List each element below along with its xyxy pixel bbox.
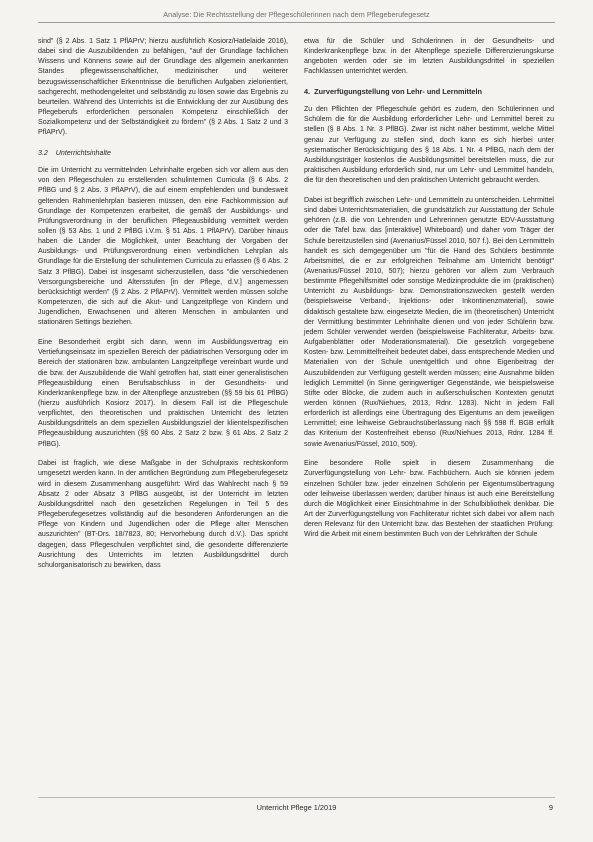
right-column	[304, 37, 554, 541]
paragraph: Zu den Pflichten der Pflegeschule gehört es zudem, den Schülerinnen und Schülern die für die Ausbildung erforderlicher Lehr- und Lernmittel bereit zu stellen (§ 8 Abs. 1 Nr. 3 PflBG). Zwar ist nicht näher bestimmt, welche Mittel genau zur Verfügung zu stellen sind, doch kann es sich hierbei unter systematischer Berücksichtigung des § 18 Abs. 1 Nr. 4 PflBG, nach dem der Ausbildungsträger kostenlos die Ausbildungsmittel bereitstellen muss, die zur praktischen Ausbildung erforderlich sind, nur um Lehr- und Lernmittel handeln, die für den theoretischen und den praktischen Unterricht gebraucht werden.	[304, 106, 554, 185]
footer-rule	[38, 797, 555, 798]
paragraph: Eine besondere Rolle spielt in diesem Zusammenhang die Zurverfügungstellung von Lehr- bzw. Fachbüchern. Auch sie können jedem einzelnen Schüler bzw. jeder einzelnen Schülerin per Eigentumsübertragung oder leihweise überlassen werden; darüber hinaus ist auch eine Bereitstellung durch die Möglichkeit einer Einsichtnahme in der Schulbibliothek denkbar. Die Art der Zurverfügungstellung von Fachliteratur richtet sich dabei vor allem nach deren Relevanz für den Unterricht bzw. das Bestehen der staatlichen Prüfung: Wird die Arbeit mit einem bestimmten Buch von der Lehrkräften der Schule	[304, 460, 554, 539]
paragraph: sind" (§ 2 Abs. 1 Satz 1 PflAPrV; hierzu ausführlich Kosiorz/Hatlelaide 2016), dabei sind die Auszubildenden zu befähigen, "auf der Grundlage fachlichen Wissens und Könnens sowie auf der Grundlage des allgemein anerkannten Standes pflegewissenschaftlicher, medizinischer und weiterer bezugswissenschaftlicher Erkenntnisse die beruflichen Aufgaben zielorientiert, sachgerecht, methodengeleitet und selbständig zu lösen sowie das Ergebnis zu beurteilen. Während des Unterrichts ist die Entwicklung der zur Ausübung des Pflegeberufs erforderlichen personalen Kompetenz einschließlich der Sozialkompetenz und der Selbständigkeit zu fördern" (§ 2 Abs. 1 Satz 2 und 3 PflAPrV).	[38, 38, 288, 137]
paragraph: Dabei ist begrifflich zwischen Lehr- und Lernmitteln zu unterscheiden. Lehrmittel sind dabei Unterrichtsmaterialien, die grundsätzlich zur Ausstattung der Schule gehören (z.B. die von Lehrenden und Lehrerinnen genutzte EDV-Ausstattung oder die Tafel bzw. das [interaktive] Whiteboard) und daher vom Träger der Schule bereitzustellen sind (Avenarius/Füssel 2010, 507 f.). Bei den Lernmitteln handelt es sich demgegenüber um "für die Hand des Schülers bestimmte Arbeitsmittel, die er zur erfolgreichen Teilnahme am Unterricht benötigt" (Avenarius/Füssel 2010, 507); hierzu gehören vor allem zum Verbrauch bestimmte Pflegehilfsmittel oder sonstige Medizinprodukte die im (praktischen) Unterricht zu Ausbildungs- bzw. Demonstrationszwecken gestellt werden (beispielsweise Verband-, Injektions- oder Inkontinenzmaterial), sowie didaktisch gestaltete bzw. eingesetzte Medien, die im (theoretischen) Unterricht der Vermittlung bestimmter Lehrinhalte dienen und von jeder Schülerin bzw. jedem Schüler verwendet werden (beispielsweise Fachliteratur, Arbeits- bzw. Aufgabenblätter oder Moderationsmaterial). Die gesetzlich vorgegebene Kosten- bzw. Lernmittelfreiheit bedeutet dabei, dass entsprechende Medien und Materialien von der Schule unentgeltlich und ohne Eigenbeitrag der Auszubildenden zur Verfügung gestellt werden müssen; eine Ausnahme bilden lediglich Lernmittel (in Sinne geringwertiger Gegenstände, wie beispielsweise Stifte oder Blöcke, die zudem auch in außerschulischen Kontexten genutzt werden können (Rux/Niehues, 2013, Rdnr. 1283). Nicht in jedem Fall erforderlich ist allerdings eine Übertragung des Eigentums an dem jeweiligen Lernmittel; eine leihweise Gebrauchsüberlassung nach §§ 598 ff. BGB erfüllt das Kriterium der Kostenfreiheit ebenso (Rux/Niehues 2013, Rdnr. 1284 ff. sowie Avenarius/Füssel, 2010, 509).	[304, 196, 554, 448]
running-header: Analyse: Die Rechtsstellung der Pflegeschülerinnen nach dem Pflegeberufegesetz	[163, 10, 430, 19]
header-rule	[38, 22, 555, 23]
paragraph: Eine Besonderheit ergibt sich dann, wenn im Ausbildungsvertrag ein Vertiefungseinsatz im speziellen Bereich der pädiatrischen Versorgung oder im Bereich der stationären bzw. ambulanten Langzeitpflege vereinbart wurde und die bzw. der Auszubildende die Wahl getroffen hat, statt einer generalistischen Pflegeausbildung einen Berufsabschluss in der Gesundheits- und Kinderkrankenpflege bzw. in der Altenpflege anzustreben (§§ 59 bis 61 PflBG) (hierzu ausführlich Kosiorz 2017). In diesem Fall ist die Pflegeschule verpflichtet, den theoretischen und praktischen Unterricht des letzten Ausbildungsdrittels an dem speziellen Ausbildungsziel der klientelspezifischen Pflegeausbildung auszurichten (§§ 60 Abs. 2 Satz 2 bzw. § 61 Abs. 2 Satz 2 PflBG).	[38, 339, 288, 448]
section-heading: 3.2 Unterrichtsinhalte	[38, 149, 111, 158]
section-heading: 4. Zurverfügungstellung von Lehr- und Lernmitteln	[304, 87, 482, 97]
journal-issue: Unterricht Pflege 1/2019	[256, 803, 337, 812]
left-column	[38, 37, 288, 571]
paragraph: Dabei ist fraglich, wie diese Maßgabe in der Schulpraxis rechtskonform umgesetzt werden kann. In der amtlichen Begründung zum Pflegeberufegesetz wird in diesem Zusammenhang ausgeführt: Wird das Wahlrecht nach § 59 Absatz 2 oder Absatz 3 PflBG ausgeübt, ist der Unterricht im letzten Ausbildungsdrittel nach den gesetzlichen Regelungen in Teil 5 des Pflegeberufegesetzes vollständig auf die besonderen Anforderungen an die Pflege von Kindern und Jugendlichen oder die Pflege alter Menschen auszurichten" (BT-Drs. 18/7823, 80; Hervorhebung durch d.V.). Das spricht dagegen, dass Pflegeschulen verpflichtet sind, die gesonderte differenzierte Ausrichtung des Unterrichts im letzten Ausbildungsdrittel durch schulorganisatorisch zu bewirken, dass	[38, 460, 288, 569]
paragraph: Die im Unterricht zu vermittelnden Lehrinhalte ergeben sich vor allem aus den von den Pflegeschulen zu erstellenden schulinternen Curricula (§ 6 Abs. 2 PflBG und § 2 Abs. 3 PflAPrV), die auf einem empfehlenden und bundesweit geltenden Rahmenlehrplan basieren müssen, den eine Fachkommission auf Grundlage der Kompetenzen erarbeitet, die gemäß der Ausbildungs- und Prüfungsverordnung in der beruflichen Pflegeausbildung vermittelt werden sollen (§ 53 Abs. 1 und 2 PflBG i.V.m. § 51 Abs. 1 PflAPrV). Darüber hinaus haben die Länder die Möglichkeit, unter Beachtung der Vorgaben der Ausbildungs- und Prüfungsverordnung einen verbindlichen Lehrplan als Grundlage für die Erstellung der schulinternen Curricula zu erlassen (§ 6 Abs. 2 Satz 3 PflBG). Dabei ist insgesamt sicherzustellen, dass "die verschiedenen Versorgungsbereiche und Altersstufen [in der Pflege, d.V.] angemessen berücksichtigt werden" (§ 2 Abs. 2 PflAPrV). Vermittelt werden müssen solche Kompetenzen, die sich auf die Akut- und Langzeitpflege von Kindern und Jugendlichen, Erwachsenen und älteren Menschen in ambulanten und stationären Settings beziehen.	[38, 167, 288, 327]
page-number: 9	[548, 803, 553, 812]
paragraph: etwa für die Schüler und Schülerinnen in der Gesundheits- und Kinderkrankenpflege bzw. in der Altenpflege spezielle Differenzierungskurse angeboten werden oder sie im letzten Ausbildungsdrittel in speziellen Fachklassen unterrichtet werden.	[304, 38, 554, 76]
